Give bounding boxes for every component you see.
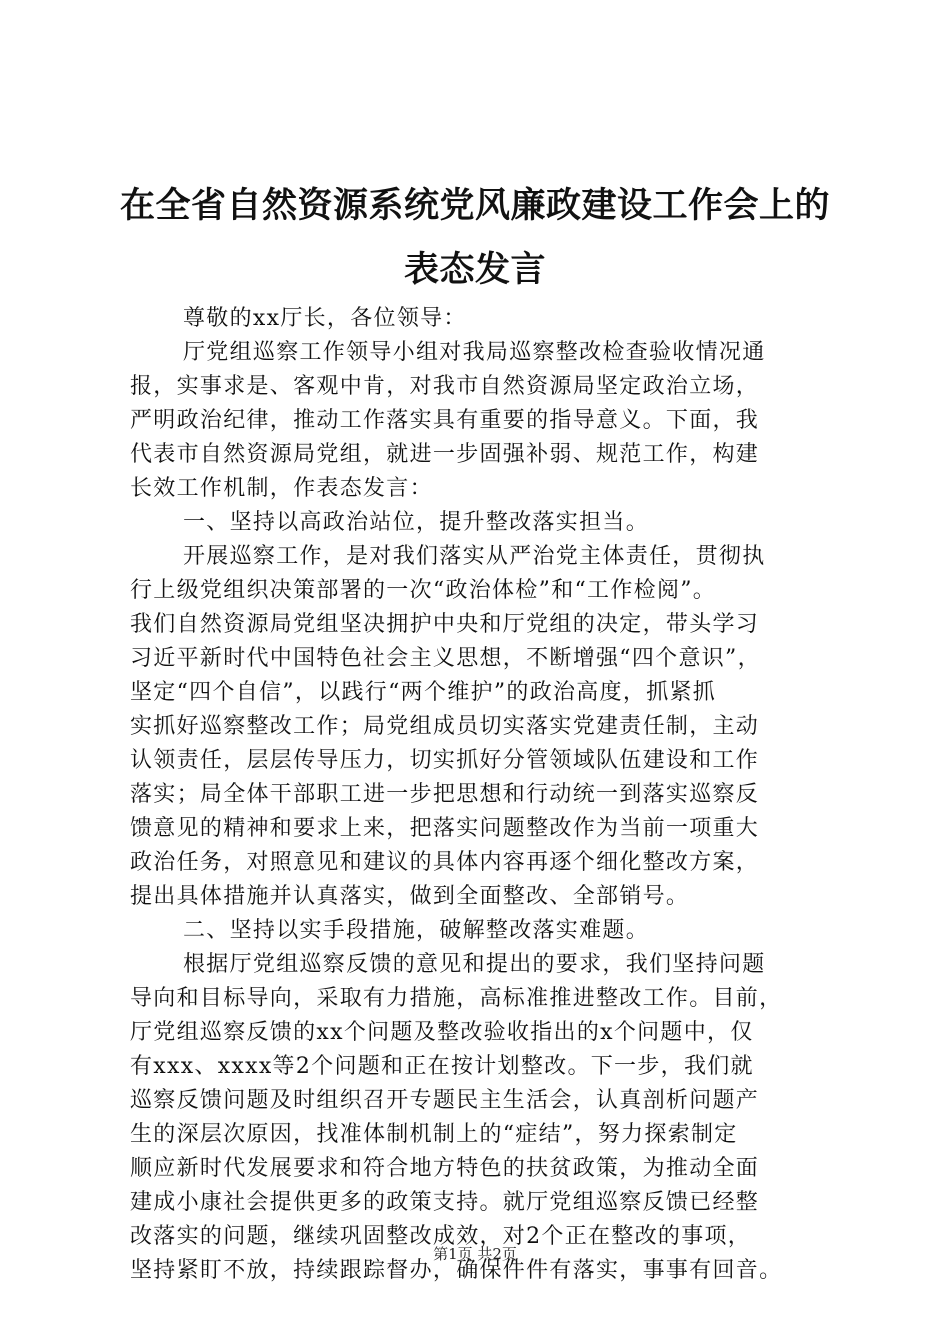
- body-text-line: 顺应新时代发展要求和符合地方特色的扶贫政策，为推动全面: [130, 1156, 760, 1181]
- body-text-line: 代表市自然资源局党组，就进一步固强补弱、规范工作，构建: [130, 442, 760, 467]
- body-text-line: 二、坚持以实手段措施，破解整改落实难题。: [183, 918, 650, 943]
- document-title-line-1: 在全省自然资源系统党风廉政建设工作会上的: [120, 186, 831, 226]
- body-text-line: 实抓好巡察整改工作；局党组成员切实落实党建责任制，主动: [130, 714, 760, 739]
- body-text-line: 开展巡察工作，是对我们落实从严治党主体责任，贯彻执: [183, 544, 766, 569]
- body-text-line: 严明政治纪律，推动工作落实具有重要的指导意义。下面，我: [130, 408, 760, 433]
- document-title-line-2: 表态发言: [403, 250, 546, 290]
- body-text-line: 长效工作机制，作表态发言：: [130, 476, 433, 501]
- body-text-line: 习近平新时代中国特色社会主义思想，不断增强“四个意识”，: [130, 646, 761, 671]
- body-text-line: 坚持紧盯不放，持续跟踪督办，确保件件有落实，事事有回音。: [130, 1258, 783, 1283]
- body-text-line: 改落实的问题，继续巩固整改成效，对2个正在整改的事项，: [130, 1224, 752, 1249]
- body-text-line: 报，实事求是、客观中肯，对我市自然资源局坚定政治立场，: [130, 374, 760, 399]
- body-text-line: 政治任务，对照意见和建议的具体内容再逐个细化整改方案，: [130, 850, 760, 875]
- body-text-line: 一、坚持以高政治站位，提升整改落实担当。: [183, 510, 650, 535]
- body-text-line: 馈意见的精神和要求上来，把落实问题整改作为当前一项重大: [130, 816, 760, 841]
- page-number-footer: 第1页 共2页: [433, 1245, 517, 1263]
- body-text-line: 提出具体措施并认真落实，做到全面整改、全部销号。: [130, 884, 690, 909]
- body-text-line: 厅党组巡察反馈的xx个问题及整改验收指出的x个问题中，仅: [130, 1020, 754, 1045]
- body-text-line: 有xxx、xxxx等2个问题和正在按计划整改。下一步，我们就: [130, 1054, 754, 1079]
- body-text-line: 行上级党组织决策部署的一次“政治体检”和“工作检阅”。: [130, 578, 717, 603]
- body-text-line: 尊敬的xx厅长，各位领导：: [183, 306, 467, 331]
- body-text-line: 根据厅党组巡察反馈的意见和提出的要求，我们坚持问题: [183, 952, 766, 977]
- body-text-line: 坚定“四个自信”，以践行“两个维护”的政治高度，抓紧抓: [130, 680, 717, 705]
- body-text-line: 生的深层次原因，找准体制机制上的“症结”，努力探索制定: [130, 1122, 738, 1147]
- body-text-line: 厅党组巡察工作领导小组对我局巡察整改检查验收情况通: [183, 340, 766, 365]
- body-text-line: 认领责任，层层传导压力，切实抓好分管领域队伍建设和工作: [130, 748, 760, 773]
- body-text-line: 建成小康社会提供更多的政策支持。就厅党组巡察反馈已经整: [130, 1190, 760, 1215]
- body-text-line: 导向和目标导向，采取有力措施，高标准推进整改工作。目前，: [130, 986, 783, 1011]
- document-body: [130, 302, 830, 1288]
- body-text-line: 我们自然资源局党组坚决拥护中央和厅党组的决定，带头学习: [130, 612, 760, 637]
- body-text-line: 巡察反馈问题及时组织召开专题民主生活会，认真剖析问题产: [130, 1088, 760, 1113]
- body-text-line: 落实；局全体干部职工进一步把思想和行动统一到落实巡察反: [130, 782, 760, 807]
